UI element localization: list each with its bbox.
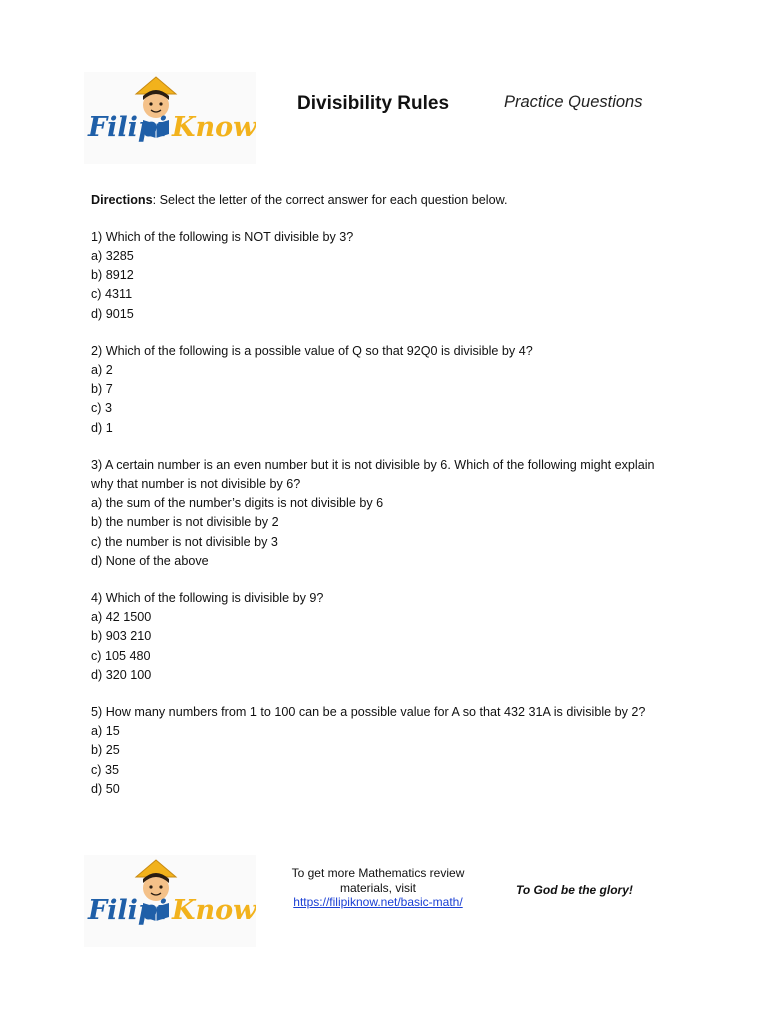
- answer-option: d) 1: [91, 420, 113, 435]
- answer-option: b) 7: [91, 382, 113, 397]
- answer-option: c) the number is not divisible by 3: [91, 534, 278, 549]
- answer-option: c) 105 480: [91, 648, 151, 663]
- filipiknow-logo-footer: [84, 855, 256, 947]
- footer-link[interactable]: https://filipiknow.net/basic-math/: [293, 895, 463, 910]
- answer-option: d) 320 100: [91, 667, 152, 682]
- answer-option: a) 15: [91, 724, 120, 739]
- answer-option: b) 25: [91, 743, 120, 758]
- answer-option: c) 4311: [91, 287, 133, 302]
- filipiknow-logo: [84, 72, 256, 164]
- answer-option: b) 8912: [91, 268, 134, 283]
- directions-label: Directions: [91, 193, 153, 207]
- question-1: [91, 228, 671, 324]
- question-3: [91, 456, 671, 571]
- answer-option: b) the number is not divisible by 2: [91, 515, 279, 530]
- question-text: 3) A certain number is an even number but it is not divisible by 6. Which of the following might explain why that number is not divisible by 6?: [91, 457, 655, 491]
- answer-option: a) 42 1500: [91, 610, 152, 625]
- footer-line-2: materials, visit: [339, 880, 416, 895]
- answer-option: d) None of the above: [91, 553, 209, 568]
- directions-text: : Select the letter of the correct answer for each question below.: [152, 193, 508, 207]
- page-title: Divisibility Rules: [297, 93, 450, 114]
- answer-option: b) 903 210: [91, 629, 152, 644]
- logo-text-right: Know: [172, 895, 256, 926]
- answer-option: c) 3: [91, 401, 112, 416]
- logo-mascot-graphic: [84, 855, 256, 947]
- logo-mascot-graphic: [84, 72, 256, 164]
- worksheet-body: [91, 191, 671, 817]
- footer-line-1: To get more Mathematics review: [291, 866, 465, 880]
- answer-option: c) 35: [91, 762, 119, 777]
- logo-text-left: Filipi: [88, 112, 168, 143]
- question-4: [91, 589, 671, 685]
- question-2: [91, 342, 671, 438]
- question-text: 5) How many numbers from 1 to 100 can be a possible value for A so that 432 31A is divisible by 2?: [91, 704, 646, 719]
- question-text: 4) Which of the following is divisible by 9?: [91, 590, 324, 605]
- question-5: [91, 703, 671, 799]
- answer-option: d) 9015: [91, 306, 134, 321]
- page-subtitle: Practice Questions: [504, 93, 643, 111]
- question-text: 2) Which of the following is a possible value of Q so that 92Q0 is divisible by 4?: [91, 343, 533, 358]
- question-text: 1) Which of the following is NOT divisible by 3?: [91, 229, 354, 244]
- footer-review-note: [280, 866, 476, 910]
- logo-text-left: Filipi: [88, 895, 168, 926]
- answer-option: a) 3285: [91, 248, 134, 263]
- answer-option: d) 50: [91, 781, 120, 796]
- directions: [91, 191, 671, 210]
- footer-motto: To God be the glory!: [516, 883, 633, 897]
- answer-option: a) 2: [91, 362, 113, 377]
- answer-option: a) the sum of the number’s digits is not divisible by 6: [91, 496, 384, 511]
- logo-text-right: Know: [172, 112, 256, 143]
